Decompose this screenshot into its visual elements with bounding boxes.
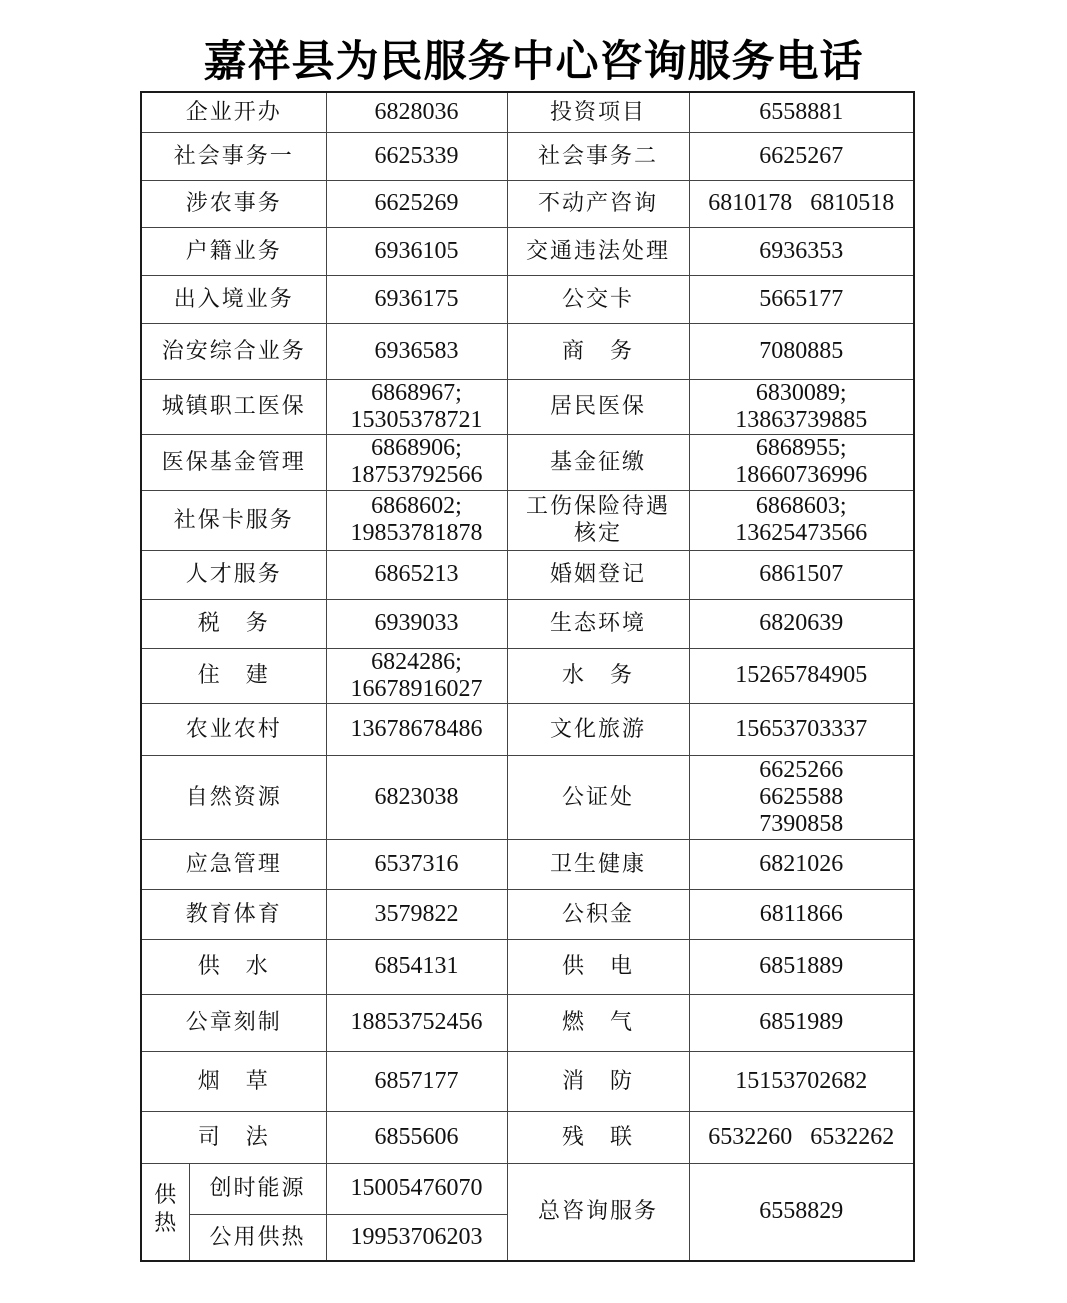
service-label	[507, 1111, 689, 1163]
service-phone	[689, 434, 914, 490]
cell-line: 6851889	[759, 953, 844, 979]
service-phone	[326, 703, 507, 755]
service-phone	[689, 648, 914, 703]
service-phone	[326, 1111, 507, 1163]
cell-line: 6861507	[759, 561, 844, 587]
service-label: 公章刻制	[141, 994, 326, 1051]
table-row	[141, 839, 914, 889]
cell-line: 6854131	[374, 953, 459, 979]
service-label	[507, 92, 689, 132]
cell-line: 交通违法处理	[526, 238, 671, 264]
service-phone-table	[140, 91, 915, 1262]
cell-line: 供	[154, 1182, 177, 1208]
service-phone	[689, 1111, 914, 1163]
cell-line: 6865213	[374, 561, 459, 587]
cell-line: 6811866	[759, 900, 843, 927]
cell-line: 6936583	[374, 337, 459, 364]
table-row	[141, 490, 914, 550]
service-label: 税 务	[141, 599, 326, 648]
service-label	[507, 839, 689, 889]
general-consult-phone: 6558829	[689, 1163, 914, 1261]
service-phone	[326, 648, 507, 703]
cell-line: 水 务	[562, 663, 635, 688]
service-phone	[689, 889, 914, 939]
cell-line: 残 联	[562, 1124, 635, 1150]
service-label	[507, 703, 689, 755]
service-label	[507, 227, 689, 275]
service-label	[507, 323, 689, 379]
cell-line: 15653703337	[735, 715, 868, 742]
service-phone	[326, 839, 507, 889]
service-label	[507, 648, 689, 703]
service-phone	[326, 379, 507, 434]
service-label: 户籍业务	[141, 227, 326, 275]
service-label: 供 水	[141, 939, 326, 994]
cell-line: 15265784905	[735, 662, 868, 688]
cell-line: 7080885	[759, 337, 844, 364]
service-phone	[326, 490, 507, 550]
cell-line: 文化旅游	[550, 716, 647, 742]
table-row	[141, 889, 914, 939]
table-body	[141, 92, 914, 1261]
cell-line: 6857177	[374, 1067, 459, 1094]
cell-line: 7390858	[759, 810, 844, 837]
cell-line: 热	[154, 1210, 177, 1236]
table-row	[141, 648, 914, 703]
cell-line: 核定	[574, 521, 623, 546]
service-phone	[689, 490, 914, 550]
service-phone	[326, 275, 507, 323]
service-phone	[689, 275, 914, 323]
cell-line: 18660736996	[735, 462, 868, 488]
service-label: 应急管理	[141, 839, 326, 889]
cell-line: 16678916027	[350, 675, 483, 702]
service-label	[507, 755, 689, 839]
service-phone	[326, 599, 507, 648]
cell-line: 6625267	[759, 142, 844, 169]
service-label: 司 法	[141, 1111, 326, 1163]
service-phone	[326, 1051, 507, 1111]
service-label: 城镇职工医保	[141, 379, 326, 434]
service-phone	[689, 599, 914, 648]
service-label: 住 建	[141, 648, 326, 703]
cell-line: 公积金	[562, 901, 635, 927]
service-phone	[326, 180, 507, 227]
table-row	[141, 703, 914, 755]
service-label: 治安综合业务	[141, 323, 326, 379]
service-phone	[689, 92, 914, 132]
cell-line: 6532260 6532262	[708, 1123, 895, 1150]
service-label	[507, 379, 689, 434]
cell-line: 6828036	[374, 98, 459, 125]
table-row	[141, 92, 914, 132]
service-phone	[689, 132, 914, 180]
service-phone	[689, 703, 914, 755]
table-row	[141, 132, 914, 180]
cell-line: 13863739885	[735, 406, 868, 433]
service-phone	[326, 92, 507, 132]
service-label: 自然资源	[141, 755, 326, 839]
cell-line: 15153702682	[735, 1067, 868, 1094]
cell-line: 6936175	[374, 285, 459, 312]
service-label: 教育体育	[141, 889, 326, 939]
service-label	[507, 550, 689, 599]
service-phone	[689, 755, 914, 839]
table-row	[141, 275, 914, 323]
service-phone	[326, 323, 507, 379]
page-title: 嘉祥县为民服务中心咨询服务电话	[203, 37, 864, 87]
service-phone	[326, 550, 507, 599]
cell-line: 6939033	[374, 610, 459, 636]
cell-line: 6824286;	[371, 648, 462, 675]
service-label: 农业农村	[141, 703, 326, 755]
service-label: 企业开办	[141, 92, 326, 132]
cell-line: 13625473566	[735, 520, 868, 546]
table-row	[141, 1111, 914, 1163]
cell-line: 6625588	[759, 783, 844, 810]
cell-line: 不动产咨询	[538, 191, 659, 216]
service-phone	[326, 755, 507, 839]
cell-line: 6810178 6810518	[708, 190, 895, 216]
service-label: 社保卡服务	[141, 490, 326, 550]
cell-line: 工伤保险待遇	[526, 494, 671, 519]
heating-group-label	[141, 1163, 189, 1261]
table-row	[141, 434, 914, 490]
service-label: 烟 草	[141, 1051, 326, 1111]
service-label: 人才服务	[141, 550, 326, 599]
service-phone	[326, 434, 507, 490]
heating-provider-phone: 15005476070	[326, 1163, 507, 1214]
heating-provider-label: 创时能源	[189, 1163, 326, 1214]
service-phone	[326, 889, 507, 939]
table-row	[141, 379, 914, 434]
cell-line: 6820639	[759, 610, 844, 636]
service-label	[507, 939, 689, 994]
cell-line: 6537316	[374, 850, 459, 877]
table-row	[141, 939, 914, 994]
cell-line: 6558881	[759, 98, 844, 125]
service-phone	[689, 379, 914, 434]
service-phone	[689, 180, 914, 227]
cell-line: 6936105	[374, 237, 459, 264]
service-label	[507, 132, 689, 180]
cell-line: 基金征缴	[550, 449, 647, 475]
cell-line: 13678678486	[350, 715, 483, 742]
service-phone	[689, 1051, 914, 1111]
cell-line: 6625269	[374, 190, 459, 216]
service-label	[507, 434, 689, 490]
cell-line: 6851989	[759, 1009, 844, 1035]
table-row	[141, 180, 914, 227]
cell-line: 6823038	[374, 783, 459, 810]
heating-provider-label: 公用供热	[189, 1214, 326, 1261]
cell-line: 消 防	[562, 1068, 635, 1094]
table-row	[141, 227, 914, 275]
cell-line: 19853781878	[350, 520, 483, 546]
cell-line: 18853752456	[350, 1009, 483, 1035]
cell-line: 6625266	[759, 756, 844, 783]
cell-line: 6936353	[759, 237, 844, 264]
service-label	[507, 994, 689, 1051]
cell-line: 3579822	[374, 900, 459, 927]
service-label: 涉农事务	[141, 180, 326, 227]
cell-line: 生态环境	[550, 611, 647, 636]
service-label: 社会事务一	[141, 132, 326, 180]
cell-line: 15305378721	[350, 406, 483, 433]
table-row	[141, 323, 914, 379]
general-consult-label: 总咨询服务	[507, 1163, 689, 1261]
service-phone	[689, 994, 914, 1051]
cell-line: 6855606	[374, 1123, 459, 1150]
cell-line: 6868906;	[371, 435, 462, 461]
cell-line: 6868955;	[755, 435, 847, 461]
cell-line: 公交卡	[562, 286, 635, 312]
service-label	[507, 275, 689, 323]
service-phone	[326, 227, 507, 275]
cell-line: 6868603;	[755, 493, 847, 519]
cell-line: 投资项目	[550, 99, 647, 125]
cell-line: 6821026	[759, 850, 844, 877]
cell-line: 公证处	[562, 784, 635, 810]
cell-line: 5665177	[759, 285, 844, 312]
cell-line: 18753792566	[350, 462, 483, 488]
service-label: 医保基金管理	[141, 434, 326, 490]
service-phone	[326, 994, 507, 1051]
table-row	[141, 994, 914, 1051]
service-phone	[689, 839, 914, 889]
service-label	[507, 180, 689, 227]
cell-line: 6830089;	[755, 379, 847, 406]
cell-line: 6868967;	[371, 379, 462, 406]
table-row	[141, 1051, 914, 1111]
service-phone	[689, 939, 914, 994]
cell-line: 婚姻登记	[550, 562, 647, 587]
table-row	[141, 1163, 914, 1214]
table-row	[141, 599, 914, 648]
cell-line: 社会事务二	[538, 143, 659, 169]
service-phone	[326, 132, 507, 180]
service-phone	[689, 550, 914, 599]
heating-provider-phone: 19953706203	[326, 1214, 507, 1261]
service-phone	[689, 227, 914, 275]
cell-line: 6868602;	[371, 493, 462, 519]
service-label	[507, 490, 689, 550]
service-phone	[326, 939, 507, 994]
table-row	[141, 550, 914, 599]
table-row	[141, 755, 914, 839]
cell-line: 卫生健康	[550, 851, 647, 877]
cell-line: 供 电	[562, 954, 635, 979]
service-label: 出入境业务	[141, 275, 326, 323]
service-label	[507, 1051, 689, 1111]
cell-line: 商 务	[562, 338, 635, 364]
service-label	[507, 889, 689, 939]
cell-line: 燃 气	[562, 1010, 635, 1035]
cell-line: 居民医保	[550, 394, 647, 419]
service-label	[507, 599, 689, 648]
cell-line: 6625339	[374, 142, 459, 169]
service-phone	[689, 323, 914, 379]
